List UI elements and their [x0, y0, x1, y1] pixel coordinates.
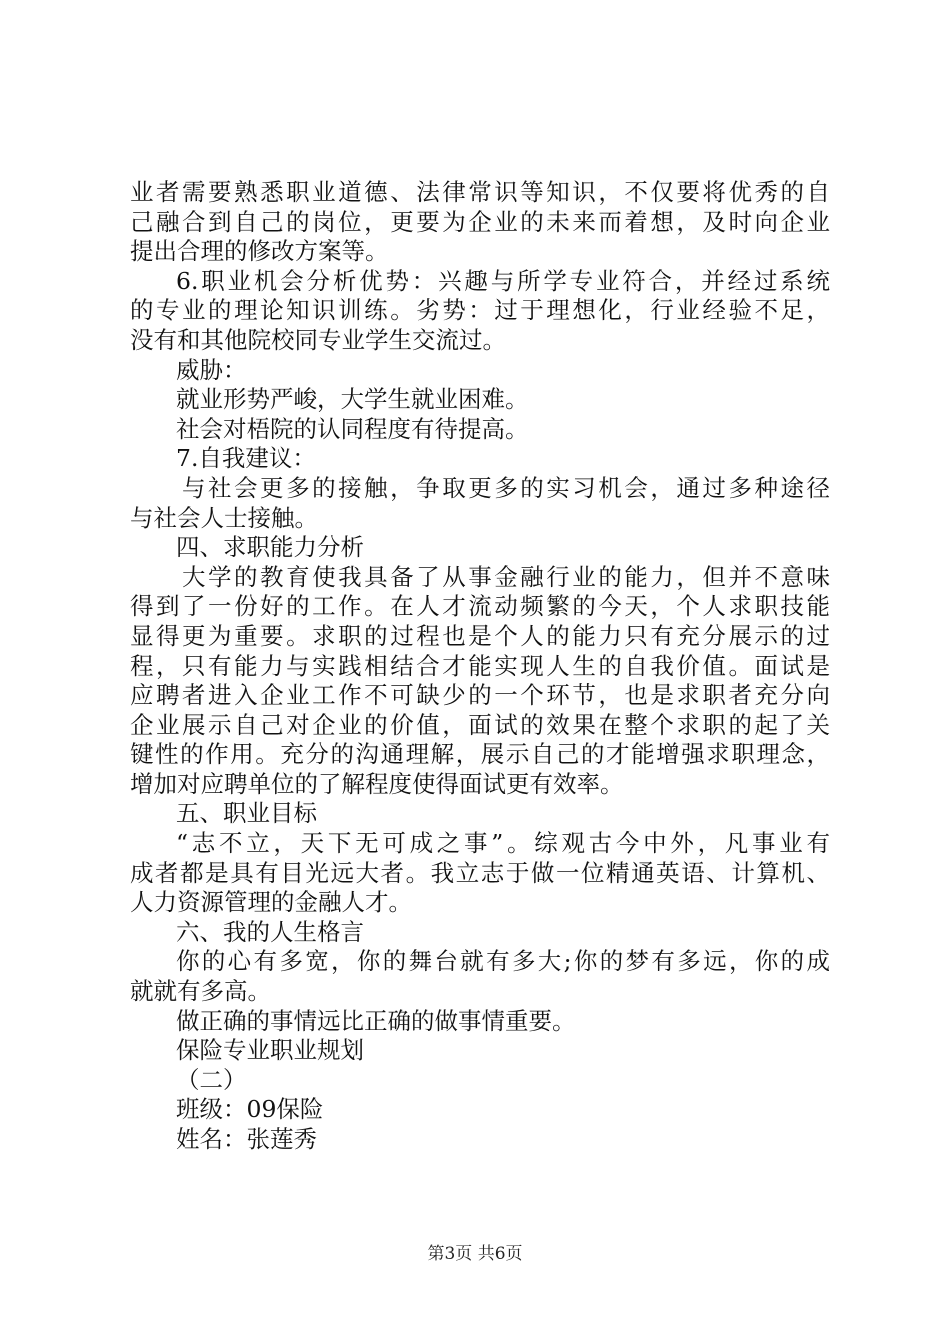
- paragraph-line: 做正确的事情远比正确的做事情重要。: [176, 1006, 576, 1035]
- paragraph-line: 显得更为重要。求职的过程也是个人的能力只有充分展示的过: [130, 621, 830, 650]
- paragraph-line: 没有和其他院校同专业学生交流过。: [130, 325, 506, 354]
- section-heading-4: 四、求职能力分析: [176, 533, 364, 562]
- part-number: （二）: [176, 1065, 247, 1094]
- paragraph-line: 与社会更多的接触，争取更多的实习机会，通过多种途径: [182, 473, 830, 502]
- paragraph-line: 人力资源管理的金融人才。: [130, 888, 412, 917]
- paragraph-line: 就业形势严峻，大学生就业困难。: [176, 385, 529, 414]
- document-body: [130, 178, 830, 1155]
- paragraph-line: 得到了一份好的工作。在人才流动频繁的今天，个人求职技能: [130, 592, 830, 621]
- paragraph-line: 的专业的理论知识训练。劣势：过于理想化，行业经验不足，: [130, 296, 830, 325]
- paragraph-line: 与社会人士接触。: [130, 503, 318, 532]
- section-item-7: 7.自我建议：: [176, 444, 316, 473]
- paragraph-line: 键性的作用。充分的沟通理解，展示自己的才能增强求职理念，: [130, 740, 830, 769]
- paragraph-line: 社会对梧院的认同程度有待提高。: [176, 414, 529, 443]
- paragraph-line: 业者需要熟悉职业道德、法律常识等知识，不仅要将优秀的自: [130, 178, 830, 206]
- paragraph-line: 己融合到自己的岗位，更要为企业的未来而着想，及时向企业: [130, 207, 830, 236]
- name-field: 姓名：张莲秀: [176, 1125, 317, 1153]
- section-item-6: 6.职业机会分析优势：兴趣与所学专业符合，并经过系统: [176, 266, 830, 295]
- paragraph-line: 成者都是具有目光远大者。我立志于做一位精通英语、计算机、: [130, 858, 830, 887]
- paragraph-line: 增加对应聘单位的了解程度使得面试更有效率。: [130, 769, 624, 798]
- page-footer: 第3页 共6页: [427, 1244, 523, 1264]
- threats-label: 威胁：: [176, 355, 247, 384]
- paragraph-line: 你的心有多宽，你的舞台就有多大;你的梦有多远，你的成: [176, 947, 830, 976]
- paragraph-line: 应聘者进入企业工作不可缺少的一个环节，也是求职者充分向: [130, 681, 830, 710]
- section-heading-5: 五、职业目标: [176, 799, 317, 828]
- paragraph-line: 就就有多高。: [130, 977, 271, 1006]
- section-heading-6: 六、我的人生格言: [176, 917, 364, 946]
- document-subtitle: 保险专业职业规划: [176, 1036, 364, 1065]
- paragraph-line: 企业展示自己对企业的价值，面试的效果在整个求职的起了关: [130, 710, 830, 739]
- paragraph-line: 提出合理的修改方案等。: [130, 237, 389, 266]
- class-field: 班级：09保险: [176, 1095, 324, 1124]
- paragraph-line: 大学的教育使我具备了从事金融行业的能力，但并不意味: [182, 562, 830, 591]
- paragraph-line: 程，只有能力与实践相结合才能实现人生的自我价值。面试是: [130, 651, 830, 680]
- paragraph-line: “志不立，天下无可成之事”。综观古今中外，凡事业有: [176, 829, 830, 858]
